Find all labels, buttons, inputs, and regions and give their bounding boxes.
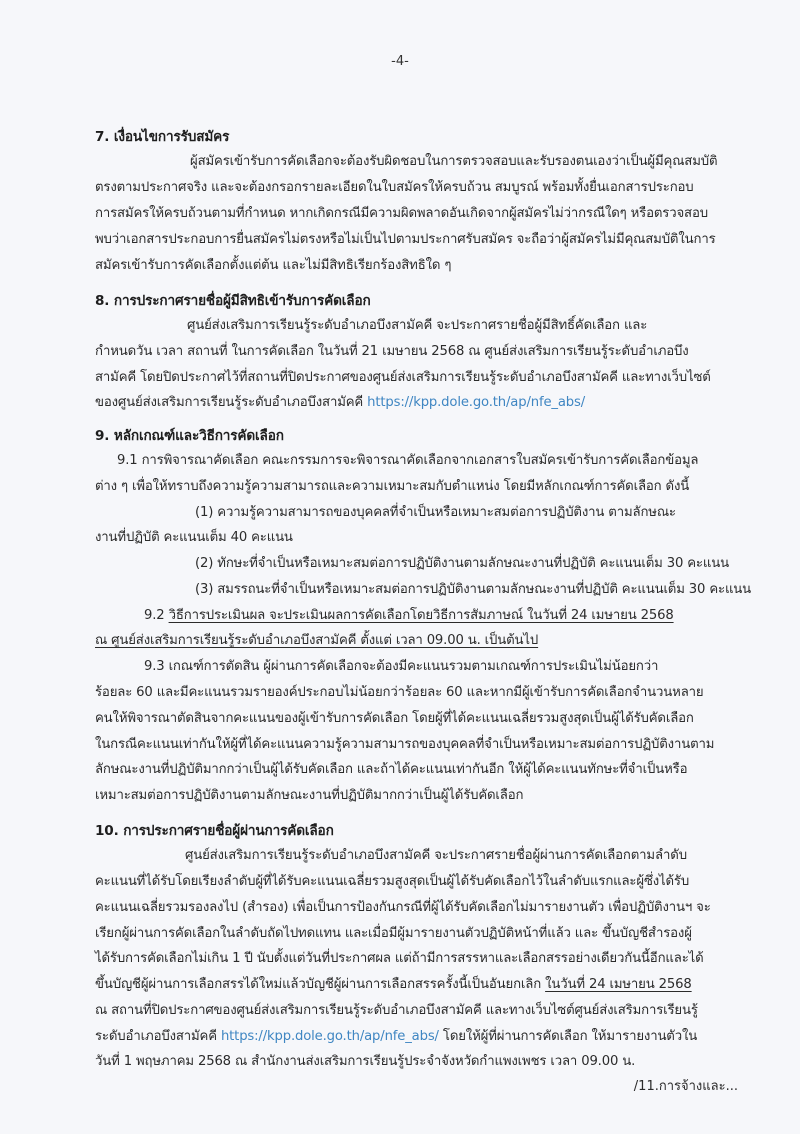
section-9-2-text: วิธีการประเมินผล จะประเมินผลการคัดเลือกโดยวิธีการสัมภาษณ์ ในวันที่ 24 เมษายน 2568 xyxy=(168,608,674,623)
section-9-3-line: ลักษณะงานที่ปฏิบัติมากกว่าเป็นผู้ได้รับคัดเลือก และถ้าได้คะแนนเท่ากันอีก ให้ผู้ได้คะแนนทักษะที่จำเป็นหรือ xyxy=(95,762,688,777)
section-8-line: กำหนดวัน เวลา สถานที่ ในการคัดเลือก ในวันที่ 21 เมษายน 2568 ณ ศูนย์ส่งเสริมการเรียนรู้ระดับอำเภอบึง xyxy=(95,344,689,359)
section-10-line: วันที่ 1 พฤษภาคม 2568 ณ สำนักงานส่งเสริมการเรียนรู้ประจำจังหวัดกำแพงเพชร เวลา 09.00 น. xyxy=(95,1054,636,1069)
website-link[interactable]: https://kpp.dole.go.th/ap/nfe_abs/ xyxy=(367,395,586,410)
section-9-2-line: ณ ศูนย์ส่งเสริมการเรียนรู้ระดับอำเภอบึงสามัคคี ตั้งแต่ เวลา 09.00 น. เป็นต้นไป xyxy=(95,633,539,648)
section-9-3-line: 9.3 เกณฑ์การตัดสิน ผู้ผ่านการคัดเลือกจะต้องมีคะแนนรวมตามเกณฑ์การประเมินไม่น้อยกว่า xyxy=(144,659,659,674)
section-7-line: ผู้สมัครเข้ารับการคัดเลือกจะต้องรับผิดชอบในการตรวจสอบและรับรองตนเองว่าเป็นผู้มีคุณสมบัติ xyxy=(190,154,718,169)
section-10-line: ได้รับการคัดเลือกไม่เกิน 1 ปี นับตั้งแต่วันที่ประกาศผล แต่ถ้ามีการสรรหาและเลือกสรรอย่างเดียวกันนี้อีกและได้ xyxy=(95,951,704,966)
section-10-line-suffix: โดยให้ผู้ที่ผ่านการคัดเลือก ให้มารายงานตัวใน xyxy=(438,1029,698,1044)
section-8-line xyxy=(95,393,585,413)
section-10-line: เรียกผู้ผ่านการคัดเลือกในลำดับถัดไปทดแทน และเมื่อมีผู้มารายงานตัวปฏิบัติหน้าที่แล้ว และ ขึ้นบัญชีสำรองผู้ xyxy=(95,926,692,941)
section-9-3-line: คนให้พิจารณาตัดสินจากคะแนนของผู้เข้ารับการคัดเลือก โดยผู้ที่ได้คะแนนเฉลี่ยรวมสูงสุดเป็นผู้ได้รับคัดเลือก xyxy=(95,711,694,726)
page-continuation-note: /11.การจ้างและ... xyxy=(633,1079,738,1094)
section-8-line: สามัคคี โดยปิดประกาศไว้ที่สถานที่ปิดประกาศของศูนย์ส่งเสริมการเรียนรู้ระดับอำเภอบึงสามัคคี และทางเว็บไซต์ xyxy=(95,370,711,385)
section-9-3-line: ร้อยละ 60 และมีคะแนนรวมรายองค์ประกอบไม่น้อยกว่าร้อยละ 60 และหากมีผู้เข้ารับการคัดเลือกจำนวนหลาย xyxy=(95,685,704,700)
section-10-line: คะแนนเฉลี่ยรวมรองลงไป (สำรอง) เพื่อเป็นการป้องกันกรณีที่ผู้ได้รับคัดเลือกไม่มารายงานตัว เพื่อปฏิบัติงานฯ จะ xyxy=(95,900,711,915)
section-10-heading: 10. การประกาศรายชื่อผู้ผ่านการคัดเลือก xyxy=(95,823,334,839)
criteria-item-1: (1) ความรู้ความสามารถของบุคคลที่จำเป็นหรือเหมาะสมต่อการปฏิบัติงาน ตามลักษณะ xyxy=(195,505,676,520)
section-8-heading: 8. การประกาศรายชื่อผู้มีสิทธิเข้ารับการคัดเลือก xyxy=(95,293,371,309)
section-10-line xyxy=(95,975,692,995)
section-7-line: ตรงตามประกาศจริง และจะต้องกรอกรายละเอียดในใบสมัครให้ครบถ้วน สมบูรณ์ พร้อมทั้งยื่นเอกสารประกอบ xyxy=(95,180,694,195)
section-10-line-text: ขึ้นบัญชีผู้ผ่านการเลือกสรรได้ใหม่แล้วบัญชีผู้ผ่านการเลือกสรรครั้งนี้เป็นอันยกเลิก xyxy=(95,977,546,992)
section-8-line: ศูนย์ส่งเสริมการเรียนรู้ระดับอำเภอบึงสามัคคี จะประกาศรายชื่อผู้มีสิทธิ์คัดเลือก และ xyxy=(187,318,648,333)
section-7-heading: 7. เงื่อนไขการรับสมัคร xyxy=(95,129,230,145)
section-7-line: พบว่าเอกสารประกอบการยื่นสมัครไม่ตรงหรือไม่เป็นไปตามประกาศรับสมัคร จะถือว่าผู้สมัครไม่มีคุณสมบัติในการ xyxy=(95,232,716,247)
section-10-line: คะแนนที่ได้รับโดยเรียงลำดับผู้ที่ได้รับคะแนนเฉลี่ยรวมสูงสุดเป็นผู้ได้รับคัดเลือกไว้ในลำดับแรกและผู้ซึ่งได้รับ xyxy=(95,874,690,889)
section-9-1-line: 9.1 การพิจารณาคัดเลือก คณะกรรมการจะพิจารณาคัดเลือกจากเอกสารใบสมัครเข้ารับการคัดเลือกข้อมูล xyxy=(117,453,699,468)
website-link[interactable]: https://kpp.dole.go.th/ap/nfe_abs/ xyxy=(220,1029,439,1044)
section-9-1-line: ต่าง ๆ เพื่อให้ทราบถึงความรู้ความสามารถและความเหมาะสมกับตำแหน่ง โดยมีหลักเกณฑ์การคัดเลือก ดังนี้ xyxy=(95,479,690,494)
page-number: -4- xyxy=(391,54,409,69)
section-10-line-prefix: ระดับอำเภอบึงสามัคคี xyxy=(95,1029,221,1044)
section-10-line xyxy=(95,1027,697,1047)
section-7-line: การสมัครให้ครบถ้วนตามที่กำหนด หากเกิดกรณีมีความผิดพลาดอันเกิดจากผู้สมัครไม่ว่ากรณีใดๆ หรือตรวจสอบ xyxy=(95,206,708,221)
section-10-line: ศูนย์ส่งเสริมการเรียนรู้ระดับอำเภอบึงสามัคคี จะประกาศรายชื่อผู้ผ่านการคัดเลือกตามลำดับ xyxy=(185,848,687,863)
criteria-item-2: (2) ทักษะที่จำเป็นหรือเหมาะสมต่อการปฏิบัติงานตามลักษณะงานที่ปฏิบัติ คะแนนเต็ม 30 คะแนน xyxy=(195,556,729,571)
section-9-2-label: 9.2 xyxy=(144,608,169,623)
announce-date: ในวันที่ 24 เมษายน 2568 xyxy=(545,977,692,992)
criteria-item-3: (3) สมรรถนะที่จำเป็นหรือเหมาะสมต่อการปฏิบัติงานตามลักษณะงานที่ปฏิบัติ คะแนนเต็ม 30 คะแนน xyxy=(195,582,752,597)
criteria-item-1-cont: งานที่ปฏิบัติ คะแนนเต็ม 40 คะแนน xyxy=(95,530,293,545)
section-9-heading: 9. หลักเกณฑ์และวิธีการคัดเลือก xyxy=(95,428,284,444)
section-8-line-text: ของศูนย์ส่งเสริมการเรียนรู้ระดับอำเภอบึงสามัคคี xyxy=(95,395,368,410)
section-9-3-line: ในกรณีคะแนนเท่ากันให้ผู้ที่ได้คะแนนความรู้ความสามารถของบุคคลที่จำเป็นหรือเหมาะสมต่อการปฏิบัติงานตาม xyxy=(95,737,715,752)
section-9-2-line xyxy=(144,606,674,626)
section-9-3-line: เหมาะสมต่อการปฏิบัติงานตามลักษณะงานที่ปฏิบัติมากกว่าเป็นผู้ได้รับคัดเลือก xyxy=(95,788,524,803)
section-7-line: สมัครเข้ารับการคัดเลือกตั้งแต่ต้น และไม่มีสิทธิเรียกร้องสิทธิใด ๆ xyxy=(95,258,452,273)
section-10-line: ณ สถานที่ปิดประกาศของศูนย์ส่งเสริมการเรียนรู้ระดับอำเภอบึงสามัคคี และทางเว็บไซต์ศูนย์ส่งเสริมการเรียนรู้ xyxy=(95,1003,698,1018)
